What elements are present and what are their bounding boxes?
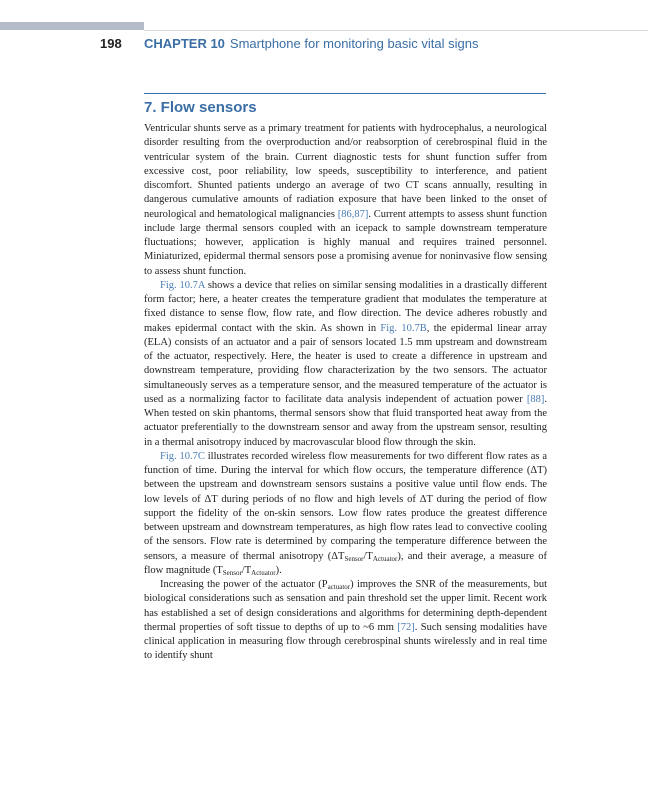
subscript: Sensor — [222, 568, 242, 577]
text-run: ), and their average, a measure of flow magnitude (T — [144, 550, 547, 576]
citation-link[interactable]: [86,87] — [337, 208, 369, 220]
text-run: ) improves the SNR of the measurements, but biological considerations such as sensation and pain threshold set the upper limit. Recent work has established a set of design considerations and algorithms for determining depth-dependent thermal properties of soft tissue to depths of up to ~6 mm — [144, 579, 547, 633]
chapter-heading — [144, 36, 478, 51]
paragraph-2 — [144, 279, 547, 450]
text-run: , the epidermal linear array (ELA) consists of an actuator and a pair of sensors located 1.5 mm upstream and downstream of the actuator, respectively. Here, the heater is used to create a difference in upstream and downstream temperature, providing flow characterization by the two sensors. The actuator simultaneously serves as a temperature sensor, and the measured temperature of the actuator is used as a normalizing factor to facilitate data analysis independent of actuation power — [144, 322, 547, 405]
page-number: 198 — [100, 36, 122, 51]
running-header — [0, 35, 648, 55]
paragraph-1 — [144, 122, 547, 279]
text-run: illustrates recorded wireless flow measurements for two different flow rates as a function of time. During the interval for which flow occurs, the temperature difference (ΔT) between the upstream and downstream sensors sustains a positive value until flow ends. The low levels of ΔT during periods of no flow and high levels of ΔT during the period of flow support the fidelity of the on-skin sensors. Low flow rates produce the greatest difference between upstream and downstream temperatures, as high flow rates lead to convective cooling of the sensors. Flow rate is determined by comparing the temperature difference between the sensors, a measure of thermal anisotropy (ΔT — [144, 450, 547, 562]
section-title: 7. Flow sensors — [144, 99, 257, 116]
text-run: ). — [275, 564, 282, 576]
text-run: . When tested on skin phantoms, thermal sensors show that fluid transported heat away from the actuator preferentially to the downstream sensor and away from the upstream sensor, resulting in a thermal anisotropy induced by macrovascular blood flow through the skin. — [144, 393, 547, 448]
subscript: actuator — [327, 583, 351, 591]
subscript: Sensor — [344, 554, 364, 563]
text-run: Increasing the power of the actuator (P — [160, 579, 328, 590]
figure-link[interactable]: Fig. 10.7C — [160, 450, 205, 462]
paragraph-3 — [144, 450, 547, 578]
body-text — [144, 122, 547, 664]
chapter-title: Smartphone for monitoring basic vital signs — [229, 36, 479, 51]
citation-link[interactable]: [72] — [397, 621, 415, 633]
text-run: /T — [241, 564, 252, 576]
text-run: /T — [363, 550, 373, 562]
text-run: shows a device that relies on similar sensing modalities in a drastically different form factor; here, a heater creates the temperature gradient that modulates the temperature at fixed distance to sense flow, flow rate, and flow direction. The device adheres robustly and makes epidermal contact with the skin. As shown in — [144, 279, 548, 334]
text-run: . Such sensing modalities have clinical application in measuring flow through cerebrospinal shunts wirelessly and in real time to identify shunt — [144, 621, 547, 662]
subscript: Actuator — [372, 554, 398, 563]
paragraph-4 — [144, 578, 547, 664]
text-run: . Current attempts to assess shunt function include large thermal sensors coupled with an icepack to sample downstream temperature fluctuations; however, application is highly manual and requires trained personnel. Miniaturized, epidermal thermal sensors pose a promising avenue for noninvasive flow sensing to assess shunt function. — [144, 208, 547, 277]
chapter-label: CHAPTER 10 — [144, 36, 225, 51]
figure-link[interactable]: Fig. 10.7B — [380, 322, 427, 334]
text-run: Ventricular shunts serve as a primary treatment for patients with hydrocephalus, a neurological disorder resulting from the overproduction and/or reabsorption of cerebrospinal fluid in the ventricular system of the brain. Current diagnostic tests for shunt function suffer from excessive cost, poor reliability, low speeds, susceptibility to interference, and patient discomfort. Shunted patients undergo an average of two CT scans annually, resulting in dangerous cumulative amounts of radiation exposure that have been linked to the onset of neurological and hematological malignancies — [144, 123, 547, 220]
citation-link[interactable]: [88] — [526, 393, 545, 405]
figure-link[interactable]: Fig. 10.7A — [160, 279, 205, 291]
header-accent-bar — [0, 22, 144, 30]
header-rule — [144, 30, 648, 31]
section-rule — [144, 93, 546, 94]
subscript: Actuator — [251, 568, 276, 577]
